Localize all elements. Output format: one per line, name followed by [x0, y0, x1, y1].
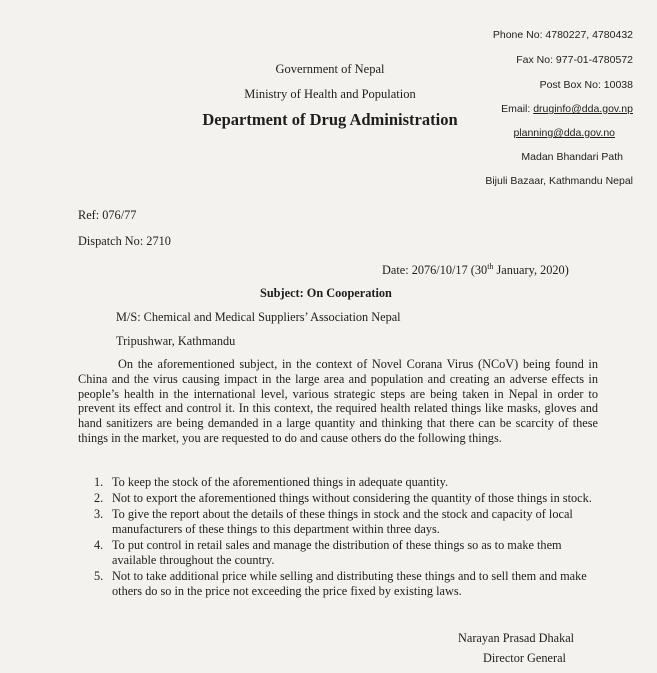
list-item: 2. Not to export the aforementioned things without considering the quantity of those things in stock.	[94, 491, 592, 506]
street-address: Madan Bhandari Path	[521, 151, 623, 163]
list-item: 3. To give the report about the details of these things in stock and the stock and capacity of local manufacturers of these things to this department within three days.	[94, 507, 573, 537]
city-address: Bijuli Bazaar, Kathmandu Nepal	[485, 175, 633, 187]
recipient-address: Tripushwar, Kathmandu	[116, 334, 236, 348]
reference-number: Ref: 076/77	[78, 208, 137, 222]
letter-date: Date: 2076/10/17 (30th January, 2020)	[382, 262, 569, 278]
signer-title: Director General	[483, 651, 566, 665]
fax-number: Fax No: 977-01-4780572	[516, 54, 633, 66]
email-label: Email:	[501, 103, 534, 115]
body-paragraph: On the aforementioned subject, in the context of Novel Corana Virus (NCoV) being found in China and the virus causing impact in the large area and population and creating an adverse effects in people’s health in the international level, various strategic steps are being taken in Nepal in order to prevent its effect and control it. In this context, the required health related things like masks, gloves and hand sanitizers are being demanded in a large quantity and thinking that there can be scarcity of these things in the market, you are requested to do and cause others do the following things.	[78, 357, 598, 445]
recipient-name: M/S: Chemical and Medical Suppliers’ Association Nepal	[116, 310, 401, 324]
phone-number: Phone No: 4780227, 4780432	[492, 29, 633, 41]
email-link-2[interactable]: planning@dda.gov.no	[513, 127, 615, 139]
list-item: 4. To put control in retail sales and manage the distribution of these things so as to make them available throughout the country.	[94, 538, 562, 568]
dispatch-number: Dispatch No: 2710	[78, 234, 171, 248]
subject-line: Subject: On Cooperation	[260, 286, 392, 300]
email-link[interactable]: druginfo@dda.gov.np	[533, 103, 633, 115]
government-name: Government of Nepal	[275, 62, 385, 76]
email-line	[501, 104, 633, 115]
list-item: 5. Not to take additional price while selling and distributing these things and to sell them and make others do so in the price not exceeding the price fixed by existing laws.	[94, 569, 587, 598]
request-list	[78, 475, 598, 600]
ministry-name: Ministry of Health and Population	[244, 87, 416, 101]
department-name: Department of Drug Administration	[202, 110, 458, 129]
list-item: 1. To keep the stock of the aforementioned things in adequate quantity.	[94, 475, 449, 489]
post-box: Post Box No: 10038	[539, 79, 633, 91]
signer-name: Narayan Prasad Dhakal	[458, 631, 575, 645]
